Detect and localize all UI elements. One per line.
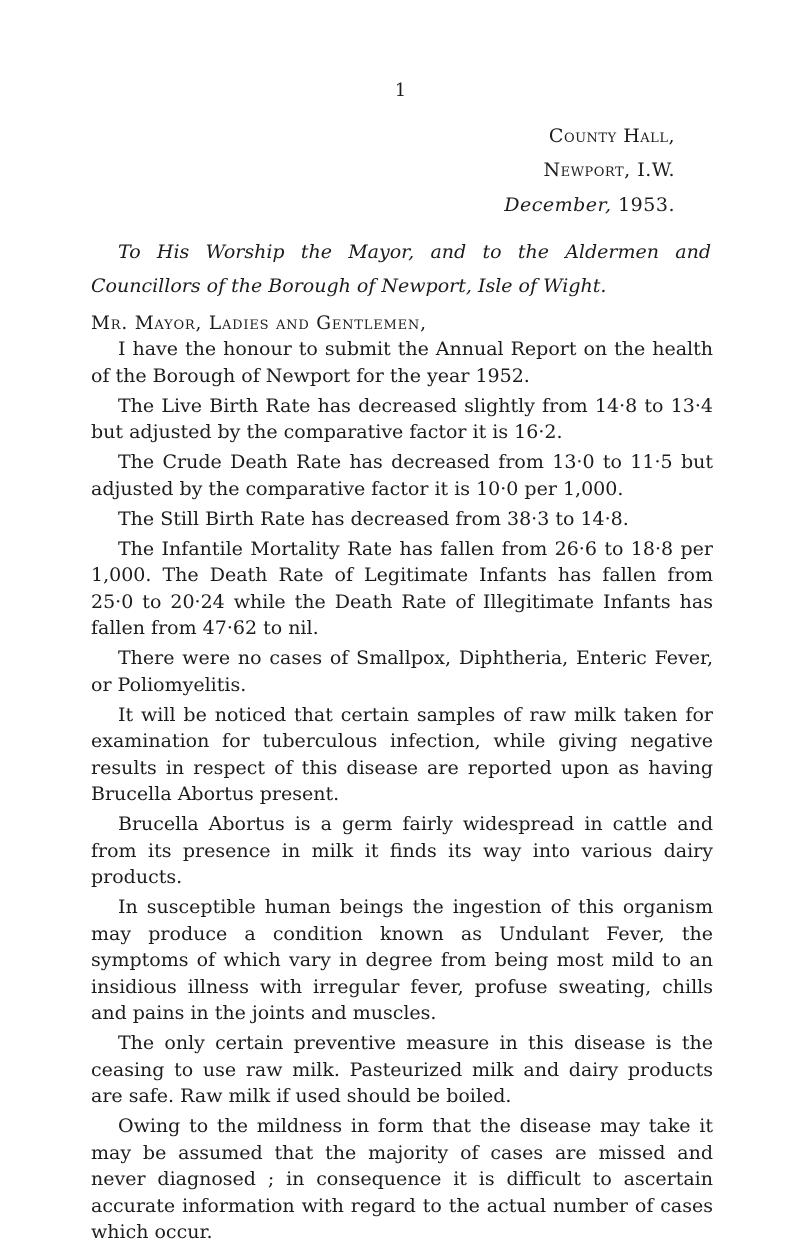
- paragraph: The Still Birth Rate has decreased from 38·3 to 14·8.: [118, 507, 629, 530]
- letter-date: [504, 193, 675, 217]
- salutation: Mr. Mayor, Ladies and Gentlemen,: [91, 313, 427, 334]
- report-body: [91, 336, 713, 1249]
- paragraph: The Crude Death Rate has decreased from 13·0 to 11·5 but adjusted by the comparative factor it is 10·0 per 1,000.: [91, 451, 713, 500]
- address-line-newport: Newport, I.W.: [543, 159, 675, 181]
- letter-date-month: December,: [504, 194, 612, 216]
- page-number: 1: [394, 80, 407, 101]
- paragraph: Brucella Abortus is a germ fairly widespread in cattle and from its presence in milk it finds its way into various dairy products.: [91, 813, 713, 888]
- paragraph: The only certain preventive measure in this disease is the ceasing to use raw milk. Pasteurized milk and dairy products are safe. Raw milk if used should be boiled.: [91, 1032, 713, 1107]
- paragraph: The Live Birth Rate has decreased slightly from 14·8 to 13·4 but adjusted by the comparative factor it is 16·2.: [91, 394, 713, 443]
- paragraph: I have the honour to submit the Annual Report on the health of the Borough of Newport for the year 1952.: [91, 338, 713, 387]
- paragraph: There were no cases of Smallpox, Diphtheria, Enteric Fever, or Poliomyelitis.: [91, 647, 713, 696]
- paragraph: The Infantile Mortality Rate has fallen from 26·6 to 18·8 per 1,000. The Death Rate of Legitimate Infants has fallen from 25·0 to 20·24 while the Death Rate of Illegitimate Infants has fallen from 47·62 to nil.: [91, 537, 713, 639]
- address-line-county-hall: County Hall,: [548, 125, 675, 147]
- addressee: To His Worship the Mayor, and to the Aldermen and Councillors of the Borough of Newport, Isle of Wight.: [91, 241, 711, 297]
- letter-date-year: 1953.: [618, 194, 675, 216]
- paragraph: In susceptible human beings the ingestion of this organism may produce a condition known as Undulant Fever, the symptoms of which vary in degree from being most mild to an insidious illness with irregular fever, profuse sweating, chills and pains in the joints and muscles.: [91, 896, 713, 1024]
- paragraph: Owing to the mildness in form that the disease may take it may be assumed that the majority of cases are missed and never diagnosed ; in consequence it is difficult to ascertain accurate information with regard to the actual number of cases which occur.: [91, 1115, 713, 1243]
- paragraph: It will be noticed that certain samples of raw milk taken for examination for tuberculous infection, while giving negative results in respect of this disease are reported upon as having Brucella Abortus present.: [91, 703, 713, 805]
